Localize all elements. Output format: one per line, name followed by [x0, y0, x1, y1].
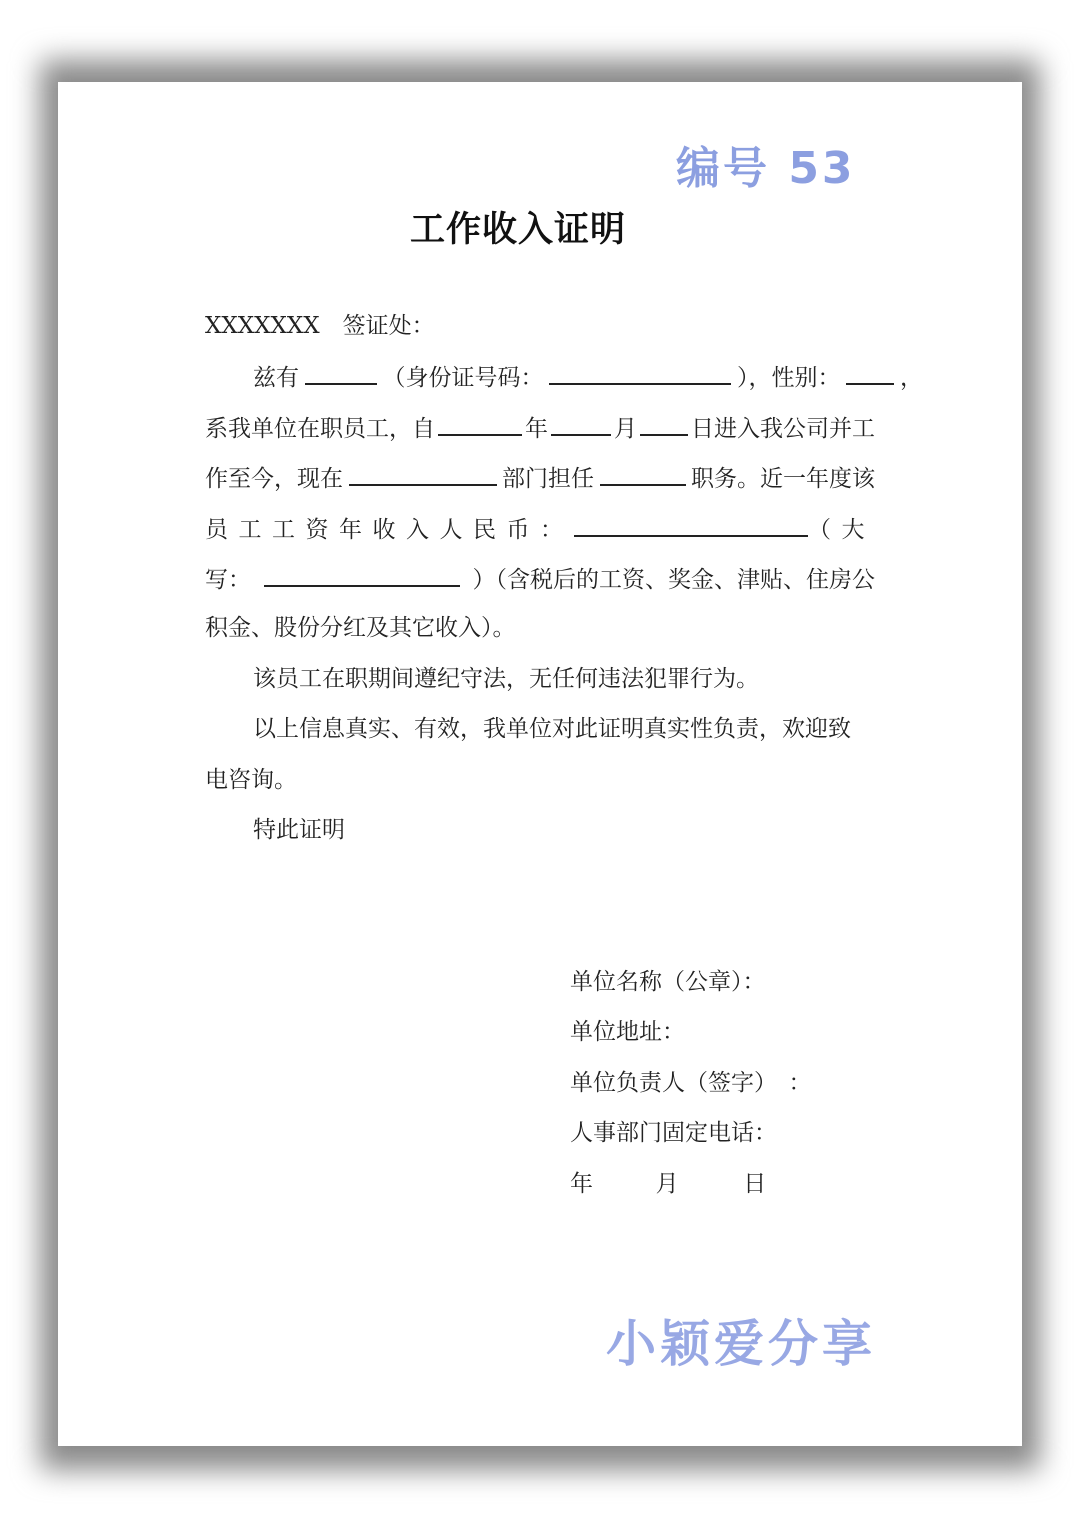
body-line-6: 积金、股份分红及其它收入）。: [205, 615, 516, 641]
department-blank: [349, 462, 497, 486]
text-segment: 日进入我公司并工: [691, 416, 875, 442]
date-day: 日: [743, 1171, 767, 1197]
body-line-3: [205, 462, 875, 494]
position-blank: [600, 462, 686, 486]
text-segment: ，: [900, 365, 923, 391]
text-segment: 月: [614, 416, 637, 442]
unit-head-signature-field: 单位负责人（签字） ：: [570, 1070, 812, 1096]
conduct-statement: 该员工在职期间遵纪守法，无任何违法犯罪行为。: [253, 666, 759, 692]
body-line-4: [205, 513, 875, 545]
text-segment: 写：: [205, 567, 251, 593]
text-segment: （大: [808, 517, 875, 543]
page-title: 工作收入证明: [410, 209, 627, 250]
year-blank: [438, 412, 522, 436]
addressee-line: XXXXXXX 签证处：: [205, 313, 435, 339]
text-segment: 作至今，现在: [205, 466, 343, 492]
truth-statement: [205, 714, 923, 744]
unit-address-field: 单位地址：: [570, 1019, 685, 1045]
text-segment: （身份证号码：: [382, 365, 544, 391]
day-blank: [640, 412, 688, 436]
text-segment: 以上信息真实、有效，我单位对此证明真实性负责，欢迎致: [253, 716, 851, 742]
text-segment: 员工工资年收入人民币：: [205, 517, 574, 543]
unit-name-field: 单位名称（公章）：: [570, 969, 766, 995]
watermark: 小颖爱分享: [606, 1315, 876, 1373]
body-line-1: [205, 361, 923, 393]
text-segment: ），性别：: [737, 365, 841, 391]
name-blank: [305, 361, 377, 385]
hr-phone-field: 人事部门固定电话：: [570, 1120, 777, 1146]
date-year: 年: [570, 1171, 593, 1197]
text-segment: 职务。近一年度该: [691, 466, 875, 492]
body-line-5: [205, 563, 875, 595]
month-blank: [551, 412, 611, 436]
document-number-stamp: 编号 53: [676, 143, 856, 194]
id-number-blank: [549, 361, 731, 385]
document-page: [58, 82, 1022, 1446]
date-line: [570, 1169, 766, 1199]
certification-closing: 特此证明: [253, 817, 345, 843]
text-segment: 系我单位在职员工，自: [205, 416, 435, 442]
text-segment: 兹有: [253, 365, 299, 391]
text-segment: ）（含税后的工资、奖金、津贴、住房公: [472, 567, 875, 593]
text-segment: 年: [525, 416, 548, 442]
body-line-2: [205, 412, 875, 444]
gender-blank: [846, 361, 894, 385]
truth-statement-cont: 电咨询。: [205, 767, 297, 793]
annual-income-blank: [574, 513, 809, 537]
income-in-words-blank: [264, 563, 460, 587]
date-month: 月: [655, 1171, 679, 1197]
text-segment: 部门担任: [502, 466, 594, 492]
